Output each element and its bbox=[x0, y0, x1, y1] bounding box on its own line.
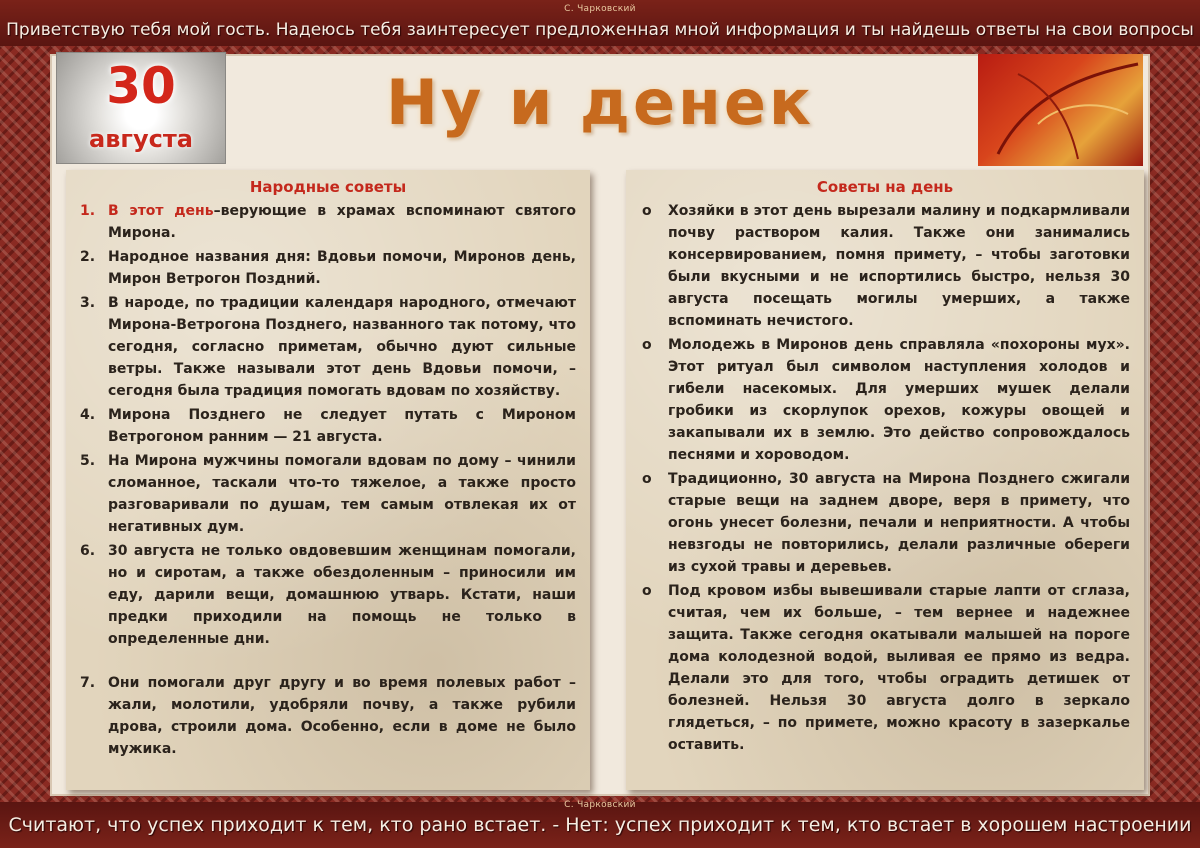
folk-tips-heading: Народные советы bbox=[249, 178, 407, 196]
bullet-icon: o bbox=[642, 203, 652, 219]
list-item bbox=[80, 292, 576, 402]
bullet-icon: o bbox=[642, 471, 652, 487]
list-item bbox=[640, 468, 1130, 578]
date-day: 30 bbox=[106, 57, 176, 115]
list-item bbox=[80, 450, 576, 538]
item-number: 7. bbox=[80, 675, 96, 691]
list-item bbox=[80, 672, 576, 760]
list-item bbox=[640, 580, 1130, 756]
item-text: Под кровом избы вывешивали старые лапти от сглаза, считая, чем их больше, – тем вернее и надежнее защита. Также сегодня окатывали малышей на пороге дома колодезной водой, выливая ее прямо из ведра. Делали это для того, чтобы оградить детишек от болезней. Нельзя 30 августа долго в зеркало глядеться, – по примете, можно красоту в зазеркалье оставить. bbox=[668, 583, 1130, 753]
date-badge bbox=[56, 52, 226, 164]
item-text: В народе, по традиции календаря народного, отмечают Мирона-Ветрогона Позднего, названного так потому, что сегодня, согласно приметам, обычно дуют сильные ветры. Также называли этот день Вдовьи помочи, – сегодня была традиция помогать вдовам по хозяйству. bbox=[108, 295, 576, 399]
footer-author: С. Чарковский bbox=[564, 800, 636, 810]
list-item bbox=[80, 200, 576, 244]
day-tips-list bbox=[640, 200, 1130, 756]
item-text: –верующие в храмах вспоминают святого Мирона. bbox=[108, 203, 576, 241]
item-text: Хозяйки в этот день вырезали малину и подкармливали почву раствором калия. Также они занимались консервированием, помня примету, – чтобы заготовки были вкусными и не испортились быстро, нельзя 30 августа посещать могилы умерших, а также вспоминать нечистого. bbox=[668, 203, 1130, 329]
list-item bbox=[80, 540, 576, 650]
date-month: августа bbox=[89, 125, 193, 153]
item-number: 1. bbox=[80, 203, 96, 219]
list-item bbox=[80, 404, 576, 448]
footer-quote: Считают, что успех приходит к тем, кто рано встает. - Нет: успех приходит к тем, кто встает в хорошем настроении bbox=[8, 814, 1192, 836]
list-item bbox=[640, 200, 1130, 332]
day-tips-panel bbox=[626, 170, 1144, 790]
bullet-icon: o bbox=[642, 337, 652, 353]
item-text: Мирона Позднего не следует путать с Мироном Ветрогоном ранним — 21 августа. bbox=[108, 407, 576, 445]
autumn-leaf-image bbox=[978, 54, 1143, 166]
item-text: Народное названия дня: Вдовьи помочи, Миронов день, Мирон Ветрогон Поздний. bbox=[108, 249, 576, 287]
day-tips-heading: Советы на день bbox=[816, 178, 954, 196]
page-title: Ну и денек bbox=[385, 66, 814, 139]
item-number: 4. bbox=[80, 407, 96, 423]
item-text: На Мирона мужчины помогали вдовам по дому – чинили сломанное, таскали что-то тяжелое, а также просто разговаривали по душам, тем самым отвлекая их от негативных дум. bbox=[108, 453, 576, 535]
folk-tips-list bbox=[80, 200, 576, 760]
item-text: Они помогали друг другу и во время полевых работ – жали, молотили, удобряли почву, а также рубили дрова, строили дома. Особенно, если в доме не было мужика. bbox=[108, 675, 576, 757]
item-text: 30 августа не только овдовевшим женщинам помогали, но и сиротам, а также обездоленным – приносили им еду, дарили вещи, домашнюю утварь. Кстати, наши предки приходили на помощь не только в определенные дни. bbox=[108, 543, 576, 647]
item-lead: В этот день bbox=[108, 203, 214, 219]
item-number: 6. bbox=[80, 543, 96, 559]
list-item bbox=[80, 246, 576, 290]
item-number: 3. bbox=[80, 295, 96, 311]
item-text: Традиционно, 30 августа на Мирона Позднего сжигали старые вещи на заднем дворе, веря в примету, что огонь унесет болезни, печали и неприятности. А чтобы невзгоды не повторились, делали различные обереги из сухой травы и деревьев. bbox=[668, 471, 1130, 575]
greeting-banner: Приветствую тебя мой гость. Надеюсь тебя заинтересует предложенная мной информация и ты найдешь ответы на свои вопросы bbox=[6, 20, 1194, 40]
bullet-icon: o bbox=[642, 583, 652, 599]
folk-tips-panel bbox=[66, 170, 590, 790]
item-text: Молодежь в Миронов день справляла «похороны мух». Этот ритуал был символом наступления холодов и гибели насекомых. Для умерших мушек делали гробики из скорлупок орехов, кожуры овощей и закапывали их в землю. Это действо сопровождалось песнями и хороводом. bbox=[668, 337, 1130, 463]
list-item bbox=[640, 334, 1130, 466]
item-number: 2. bbox=[80, 249, 96, 265]
item-number: 5. bbox=[80, 453, 96, 469]
header-author: С. Чарковский bbox=[564, 4, 636, 14]
